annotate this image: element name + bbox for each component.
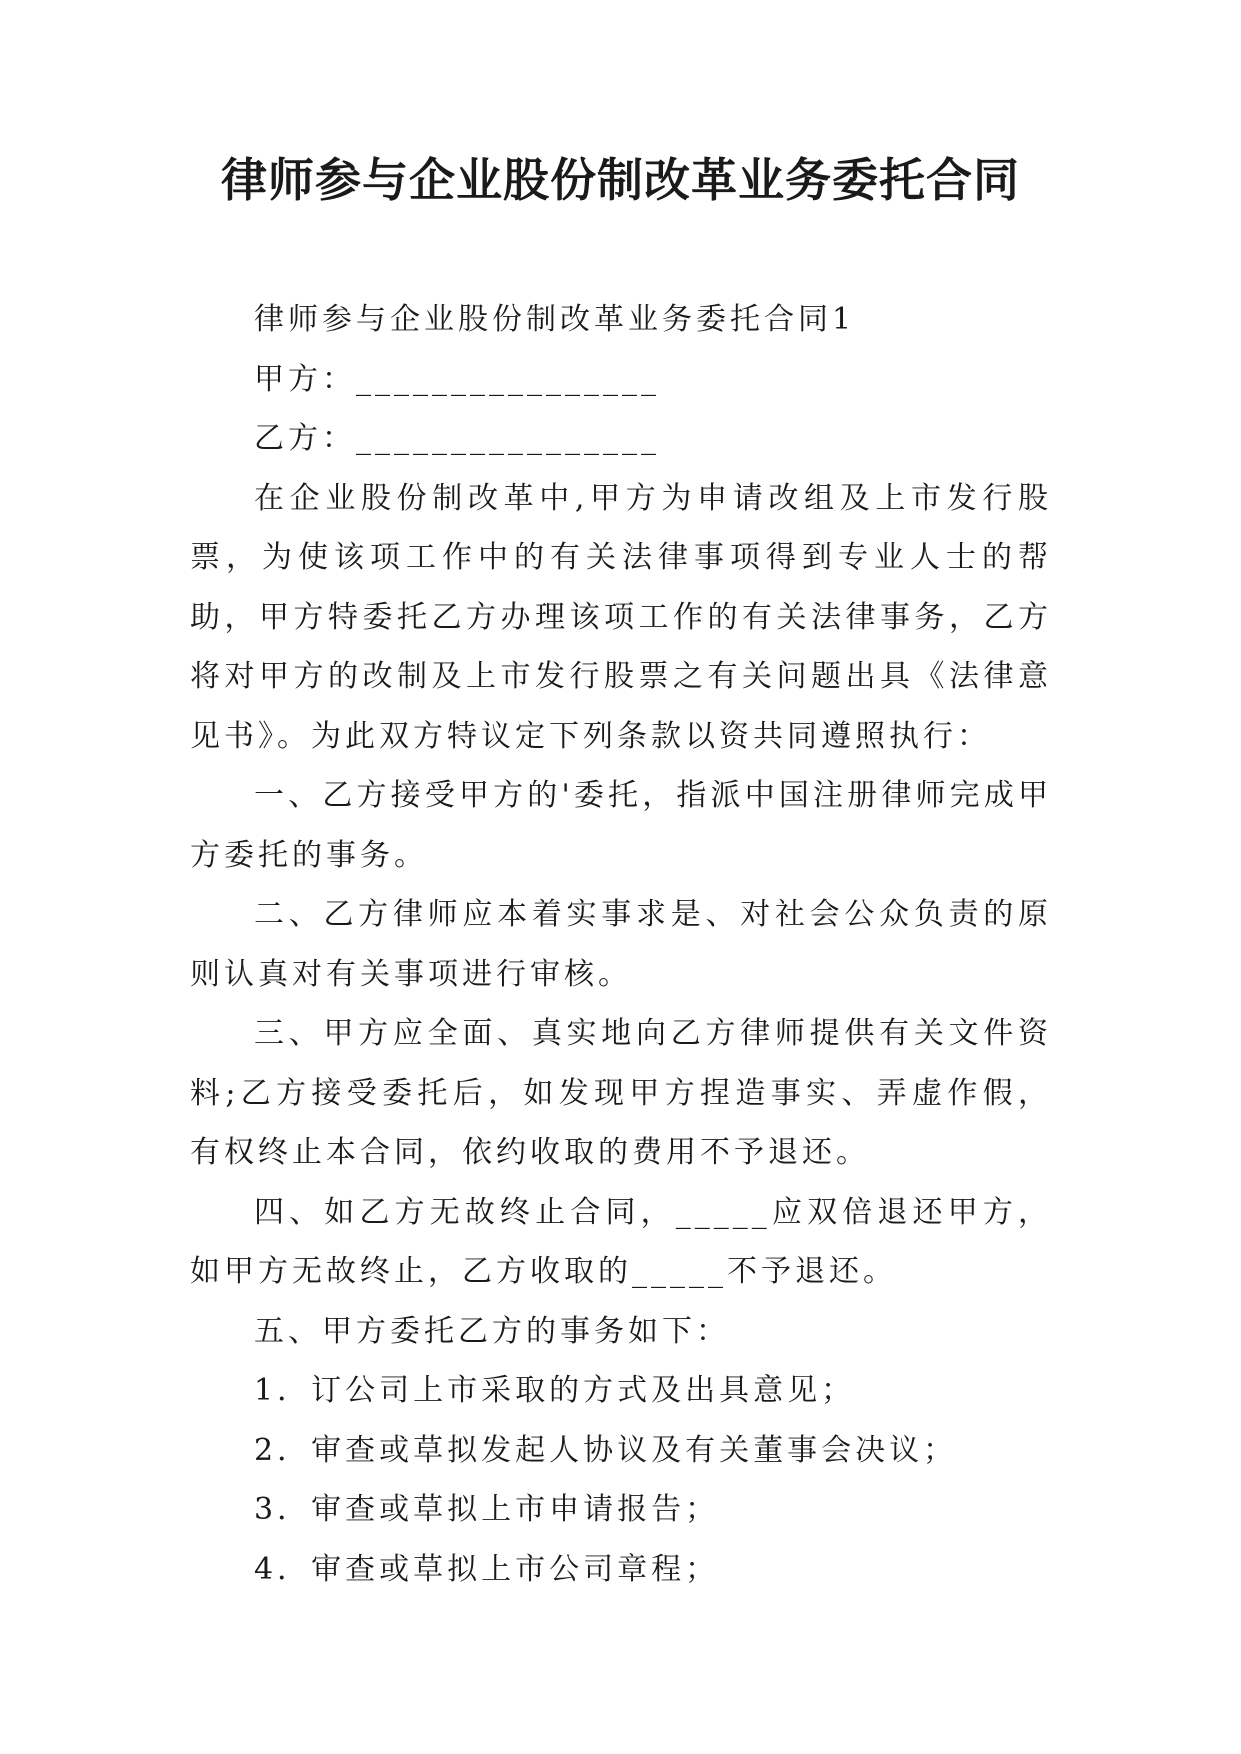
clause-5: 五、甲方委托乙方的事务如下： xyxy=(254,1313,730,1349)
document-body xyxy=(190,290,1052,1599)
document-title: 律师参与企业股份制改革业务委托合同 xyxy=(221,153,1020,207)
preamble-paragraph: 在企业股份制改革中,甲方为申请改组及上市发行股票，为使该项工作中的有关法律事项得到专业人士的帮助，甲方特委托乙方办理该项工作的有关法律事务，乙方将对甲方的改制及上市发行股票之有关问题出具《法律意见书》。为此双方特议定下列条款以资共同遵照执行： xyxy=(190,480,1052,754)
item-3: 3．审查或草拟上市申请报告； xyxy=(254,1492,720,1527)
item-4: 4．审查或草拟上市公司章程； xyxy=(254,1551,720,1587)
contract-subtitle: 律师参与企业股份制改革业务委托合同1 xyxy=(254,302,856,337)
party-a-line: 甲方：________________ xyxy=(254,361,660,397)
clause-1: 一、乙方接受甲方的'委托，指派中国注册律师完成甲方委托的事务。 xyxy=(190,778,1052,873)
clause-2: 二、乙方律师应本着实事求是、对社会公众负责的原则认真对有关事项进行审核。 xyxy=(190,897,1052,992)
party-b-line: 乙方：________________ xyxy=(254,421,660,456)
item-1: 1．订公司上市采取的方式及出具意见； xyxy=(254,1373,856,1408)
clause-3: 三、甲方应全面、真实地向乙方律师提供有关文件资料;乙方接受委托后，如发现甲方捏造事实、弄虚作假，有权终止本合同，依约收取的费用不予退还。 xyxy=(190,1016,1052,1170)
item-2: 2．审查或草拟发起人协议及有关董事会决议； xyxy=(254,1432,958,1468)
clause-4: 四、如乙方无故终止合同，_____应双倍退还甲方，如甲方无故终止，乙方收取的_____不予退还。 xyxy=(190,1194,1052,1289)
